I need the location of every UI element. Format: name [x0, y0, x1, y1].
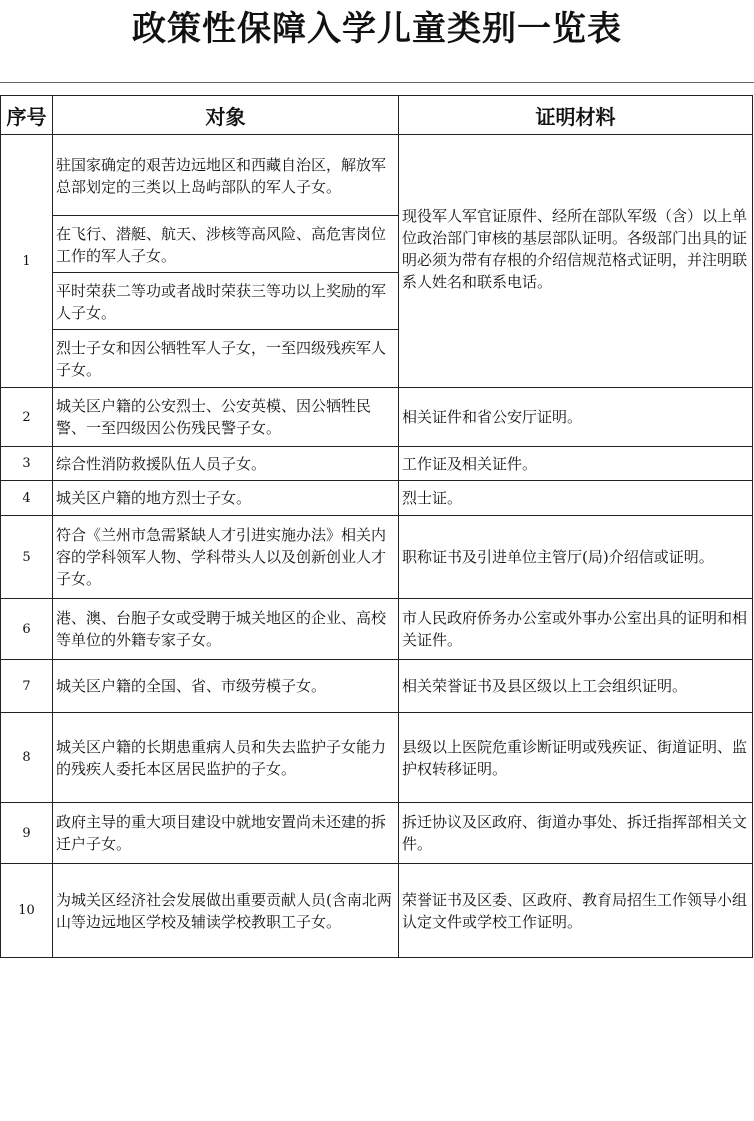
page-title: 政策性保障入学儿童类别一览表 — [132, 9, 622, 49]
target-text: 为城关区经济社会发展做出重要贡献人员(含南北两山等边远地区学校及辅读学校教职工子女。 — [56, 890, 392, 931]
table-row — [1, 713, 753, 803]
target-text: 城关区户籍的全国、省、市级劳模子女。 — [56, 677, 327, 695]
material-cell — [399, 388, 753, 447]
table-row — [1, 388, 753, 447]
target-text: 平时荣获二等功或者战时荣获三等功以上奖励的军人子女。 — [56, 281, 387, 322]
table-header-row — [1, 96, 753, 135]
target-text: 在飞行、潜艇、航天、涉核等高风险、高危害岗位工作的军人子女。 — [56, 224, 387, 265]
material-cell — [399, 447, 753, 481]
material-cell — [399, 713, 753, 803]
target-cell — [53, 447, 399, 481]
row-number: 8 — [1, 713, 53, 803]
material-text: 现役军人军官证原件、经所在部队军级（含）以上单位政治部门审核的基层部队证明。各级部门出具的证明必须为带有存根的介绍信规范格式证明，并注明联系人姓名和联系电话。 — [402, 207, 748, 291]
table-row — [1, 447, 753, 481]
target-cell — [53, 516, 399, 599]
target-cell — [53, 388, 399, 447]
target-text: 驻国家确定的艰苦边远地区和西藏自治区，解放军总部划定的三类以上岛屿部队的军人子女。 — [56, 155, 387, 196]
top-divider — [0, 82, 754, 83]
material-cell — [399, 803, 753, 864]
target-text: 港、澳、台胞子女或受聘于城关地区的企业、高校等单位的外籍专家子女。 — [56, 609, 387, 649]
material-cell — [399, 516, 753, 599]
material-text: 工作证及相关证件。 — [402, 454, 538, 473]
table-row — [1, 135, 753, 388]
table-row — [1, 481, 753, 516]
table-row — [1, 599, 753, 660]
target-subcell — [53, 330, 398, 387]
material-cell — [399, 599, 753, 660]
target-text: 城关区户籍的地方烈士子女。 — [56, 489, 252, 507]
row-number: 1 — [1, 135, 53, 388]
table-row — [1, 516, 753, 599]
material-cell — [399, 660, 753, 713]
material-text: 拆迁协议及区政府、街道办事处、拆迁指挥部相关文件。 — [402, 813, 748, 853]
row-number: 3 — [1, 447, 53, 481]
row-number: 10 — [1, 864, 53, 958]
material-cell — [399, 481, 753, 516]
material-cell — [399, 864, 753, 958]
target-text: 烈士子女和因公牺牲军人子女，一至四级残疾军人子女。 — [56, 339, 387, 379]
target-text: 符合《兰州市急需紧缺人才引进实施办法》相关内容的学科领军人物、学科带头人以及创新创业人才子女。 — [56, 526, 387, 588]
header-target: 对象 — [53, 96, 399, 135]
target-cell — [53, 803, 399, 864]
target-text: 综合性消防救援队伍人员子女。 — [56, 454, 267, 473]
material-text: 县级以上医院危重诊断证明或残疾证、街道证明、监护权转移证明。 — [402, 737, 748, 778]
material-cell — [399, 135, 753, 388]
target-cell — [53, 660, 399, 713]
category-table — [0, 95, 753, 958]
material-text: 烈士证。 — [402, 489, 463, 507]
target-text: 城关区户籍的公安烈士、公安英模、因公牺牲民警、一至四级因公伤残民警子女。 — [56, 397, 372, 437]
row-number: 6 — [1, 599, 53, 660]
target-cell — [53, 713, 399, 803]
material-text: 职称证书及引进单位主管厅(局)介绍信或证明。 — [402, 548, 714, 566]
target-cell — [53, 864, 399, 958]
header-num: 序号 — [1, 96, 53, 135]
row-number: 9 — [1, 803, 53, 864]
header-material: 证明材料 — [399, 96, 753, 135]
material-text: 市人民政府侨务办公室或外事办公室出具的证明和相关证件。 — [402, 609, 748, 649]
row-number: 4 — [1, 481, 53, 516]
target-text: 政府主导的重大项目建设中就地安置尚未还建的拆迁户子女。 — [56, 813, 387, 853]
row-number: 7 — [1, 660, 53, 713]
table-row — [1, 660, 753, 713]
material-text: 相关荣誉证书及县区级以上工会组织证明。 — [402, 677, 688, 695]
row-number: 2 — [1, 388, 53, 447]
material-text: 荣誉证书及区委、区政府、教育局招生工作领导小组认定文件或学校工作证明。 — [402, 890, 748, 931]
table-row — [1, 803, 753, 864]
target-subcell — [53, 135, 398, 216]
row-number: 5 — [1, 516, 53, 599]
target-cell — [53, 599, 399, 660]
target-subcell — [53, 216, 398, 273]
target-group-cell — [53, 135, 399, 388]
table-row — [1, 864, 753, 958]
material-text: 相关证件和省公安厅证明。 — [402, 408, 583, 426]
target-text: 城关区户籍的长期患重病人员和失去监护子女能力的残疾人委托本区居民监护的子女。 — [56, 737, 387, 778]
target-subcell — [53, 273, 398, 330]
target-cell — [53, 481, 399, 516]
